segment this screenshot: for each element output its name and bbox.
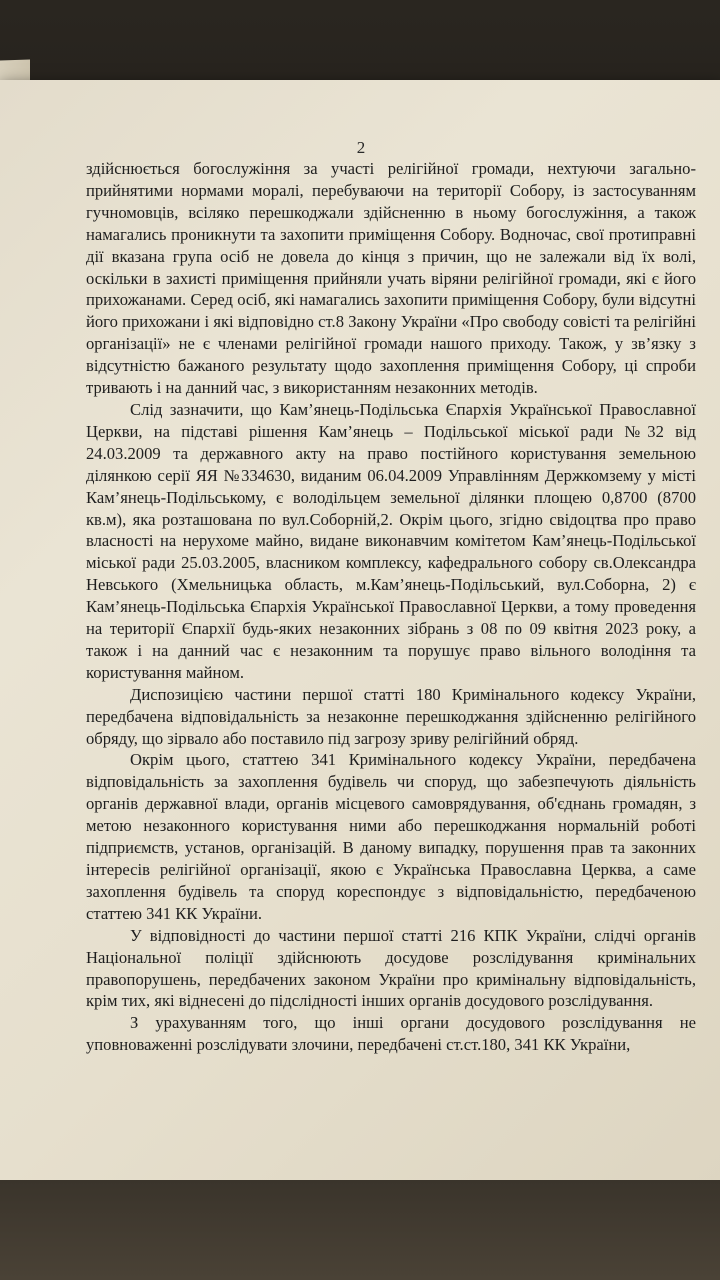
desk-surface — [0, 1180, 720, 1280]
paragraph-article-180: Диспозицією частини першої статті 180 Кримінального кодексу України, передбачена відповідальність за незаконне перешкоджання здійсненню релігійного обряду, що зірвало або поставило під загрозу зриву релігійний обряд. — [86, 684, 696, 748]
page-number: 2 — [356, 138, 366, 157]
paragraph-land-ownership: Слід зазначити, що Кам’янець-Подільська Єпархія Української Православної Церкви, на підставі рішення Кам’янець – Подільської міської ради №32 від 24.03.2009 та державного акту на право постійного користування земельною ділянкою серії ЯЯ №334630, виданим 06.04.2009 Управлінням Держкомзему у місті Кам’янець-Подільському, є володільцем земельної ділянки площею 0,8700 (8700 кв.м), яка розташована по вул.Соборній,2. Окрім цього, згідно свідоцтва про право власності на нерухоме майно, видане виконавчим комітетом Кам’янець-Подільської міської ради 25.03.2005, власником комплексу, кафедрального собору св.Олександра Невського (Хмельницька область, м.Кам’янець-Подільський, вул.Соборна, 2) є Кам’янець-Подільська Єпархія Української Православної Церкви, а тому проведення на території Єпархії будь-яких незаконних зібрань з 08 по 09 квітня 2023 року, а також і на данний час є незаконним та порушує право вільного володіння та користування майном. — [86, 399, 696, 682]
document-page — [0, 80, 720, 1188]
paragraph-conclusion: З урахуванням того, що інші органи досудового розслідування не уповноваженні розслідувати злочини, передбачені ст.ст.180, 341 КК України, — [86, 1013, 696, 1055]
paragraph-article-216: У відповідності до частини першої статті 216 КПК України, слідчі органів Національної поліції здійснюють досудове розслідування кримінальних правопорушень, передбачених законом України про кримінальну відповідальність, крім тих, які віднесені до підслідності інших органів досудового розслідування. — [86, 925, 696, 1011]
paragraph-article-341: Окрім цього, статтею 341 Кримінального кодексу України, передбачена відповідальність за захоплення будівель чи споруд, що забезпечують діяльність органів державної влади, органів місцевого самоврядування, об'єднань громадян, з метою незаконного користування ними або перешкоджання нормальній роботі підприємств, установ, організацій. В даному випадку, порушення прав та законних інтересів релігійної організації, якою є Українська Православна Церква, а саме захоплення будівель та споруд кореспондує з відповідальністю, передбаченою статтею 341 КК України. — [86, 750, 696, 923]
document-body — [86, 158, 696, 1056]
paragraph-continuation: здійснюється богослужіння за участі релігійної громади, нехтуючи загально-прийнятими нормами моралі, перебуваючи на території Собору, із застосуванням гучномовців, всіляко перешкоджали здійсненню в ньому богослужіння, а також намагались проникнути та захопити приміщення Собору. Водночас, свої протиправні дії вказана група осіб не довела до кінця з причин, що не залежали від їх волі, оскільки в захисті приміщення прийняли учать віряни релігійної громади, які є його прихожанами. Серед осіб, які намагались захопити приміщення Собору, були відсутні його прихожани і які відповідно ст.8 Закону України «Про свободу совісті та релігійні організації» не є членами релігійної громади нашого приходу. Також, у зв’язку з відсутністю бажаного результату щодо захоплення приміщення Собору, ці спроби тривають і на данний час, з використанням незаконних методів. — [86, 159, 696, 398]
